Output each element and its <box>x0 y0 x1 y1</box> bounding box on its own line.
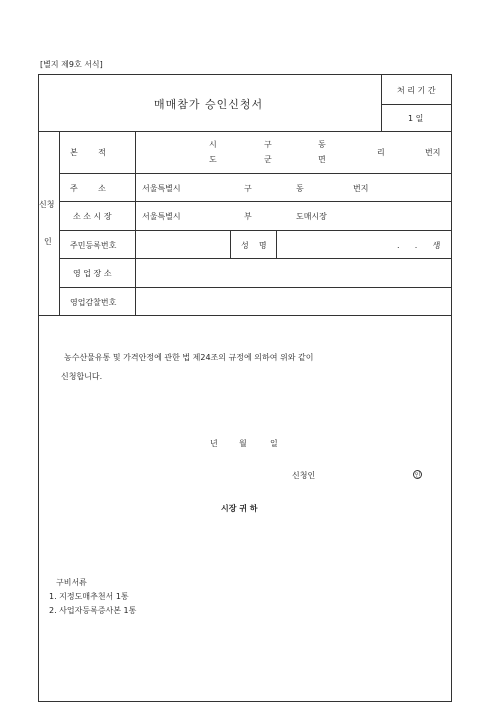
divider <box>230 230 231 258</box>
address-city: 서울특별시 <box>142 184 181 193</box>
domicile-label: 본 적 <box>70 148 106 157</box>
domicile-dong: 동 <box>318 140 326 149</box>
license-number-label: 영업감찰번호 <box>70 298 117 307</box>
divider <box>38 131 452 132</box>
domicile-beonji: 번지 <box>425 148 441 157</box>
signer-label: 신청인 <box>292 471 316 480</box>
office-label: 소 소 시 장 <box>73 212 112 221</box>
divider <box>60 230 452 231</box>
application-statement-line1: 농수산물유통 및 가격안정에 관한 법 제24조의 규정에 의하여 위와 같이 <box>64 353 314 362</box>
domicile-gu: 구 <box>264 140 272 149</box>
seal-icon: 인 <box>414 472 421 479</box>
address-label: 주 소 <box>70 184 106 193</box>
divider <box>60 173 452 174</box>
address-dong: 동 <box>296 184 304 193</box>
divider <box>381 74 382 131</box>
divider <box>60 201 452 202</box>
domicile-do: 도 <box>209 155 217 164</box>
resident-number-label: 주민등록번호 <box>70 241 117 250</box>
date-month: 월 <box>239 439 247 448</box>
office-market: 도매시장 <box>296 212 327 221</box>
attachment-item: 1. 지정도매추천서 1통 <box>49 592 129 601</box>
birth-suffix: . . 생 <box>397 241 441 250</box>
domicile-gun: 군 <box>264 155 272 164</box>
business-place-label: 영 업 장 소 <box>73 269 112 278</box>
divider <box>135 131 136 315</box>
applicant-label-bottom: 인 <box>44 237 52 246</box>
attachment-item: 2. 사업자등록증사본 1통 <box>49 606 137 615</box>
divider <box>382 104 451 105</box>
address-beonji: 번지 <box>353 184 369 193</box>
form-title: 매매참가 승인신청서 <box>154 98 264 111</box>
applicant-label-top: 신청 <box>39 200 55 209</box>
divider <box>60 287 452 288</box>
attachments-title: 구비서류 <box>56 578 87 587</box>
divider <box>59 131 60 315</box>
date-year: 년 <box>210 439 218 448</box>
processing-period-label: 처 리 기 간 <box>397 86 436 95</box>
domicile-si: 시 <box>209 140 217 149</box>
processing-period-value: 1 일 <box>408 114 424 123</box>
domicile-ri: 리 <box>377 148 385 157</box>
office-bu: 부 <box>244 212 252 221</box>
recipient: 시장 귀 하 <box>221 504 258 513</box>
divider <box>38 315 452 316</box>
divider <box>276 230 277 258</box>
form-number: [별지 제9호 서식] <box>40 60 103 69</box>
date-day: 일 <box>270 439 278 448</box>
office-city: 서울특별시 <box>142 212 181 221</box>
address-gu: 구 <box>244 184 252 193</box>
name-label: 성 명 <box>241 241 267 250</box>
divider <box>60 258 452 259</box>
application-statement-line2: 신청합니다. <box>61 372 103 381</box>
domicile-myeon: 면 <box>318 155 326 164</box>
